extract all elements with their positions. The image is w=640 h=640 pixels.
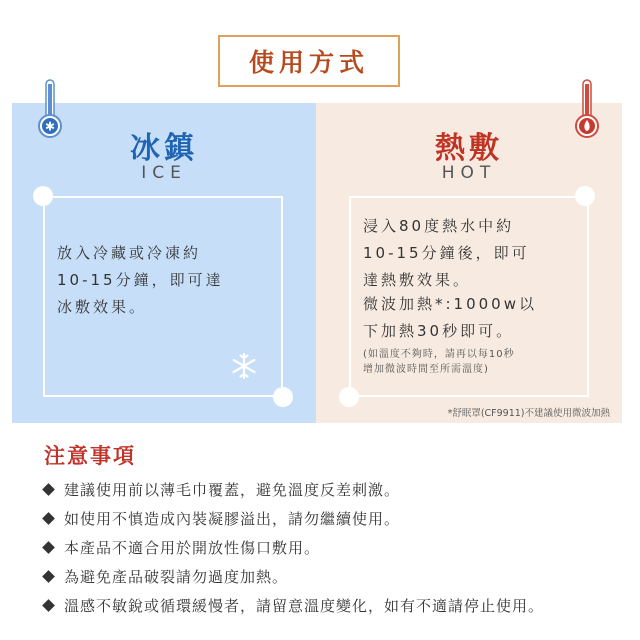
snowflake-icon bbox=[230, 352, 258, 380]
note-item bbox=[44, 537, 320, 558]
hot-line: 10-15分鐘後，即可 bbox=[363, 244, 530, 262]
hot-thermometer-icon bbox=[573, 78, 601, 142]
diamond-bullet-icon bbox=[42, 512, 55, 525]
ice-line: 冰敷效果。 bbox=[57, 298, 148, 316]
diamond-bullet-icon bbox=[42, 483, 55, 496]
note-text: 如使用不慎造成內裝凝膠溢出，請勿繼續使用。 bbox=[64, 510, 401, 528]
hot-subtitle: HOT bbox=[441, 163, 497, 183]
note-item bbox=[44, 508, 400, 529]
note-text: 建議使用前以薄毛巾覆蓋，避免溫度反差刺激。 bbox=[64, 481, 401, 499]
hot-line: 下加熱30秒即可。 bbox=[363, 322, 515, 340]
note-item bbox=[44, 479, 400, 500]
diamond-bullet-icon bbox=[42, 599, 55, 612]
frame-corner-dot bbox=[33, 186, 53, 206]
diamond-bullet-icon bbox=[42, 541, 55, 554]
hot-line: 浸入80度熱水中約 bbox=[363, 217, 515, 235]
note-text: 為避免產品破裂請勿過度加熱。 bbox=[64, 568, 289, 586]
page-title: 使用方式 bbox=[218, 35, 400, 87]
frame-corner-dot bbox=[339, 387, 359, 407]
hot-line: 微波加熱*:1000w以 bbox=[363, 295, 537, 313]
notes-title: 注意事項 bbox=[44, 444, 136, 468]
hot-line: 達熱敷效果。 bbox=[363, 271, 472, 289]
note-item bbox=[44, 566, 288, 587]
note-text: 本產品不適合用於開放性傷口敷用。 bbox=[64, 539, 321, 557]
ice-line: 10-15分鐘，即可達 bbox=[57, 271, 224, 289]
ice-subtitle: ICE bbox=[141, 163, 187, 183]
ice-line: 放入冷藏或冷凍約 bbox=[57, 244, 202, 262]
ice-panel bbox=[12, 103, 316, 423]
svg-text:✱: ✱ bbox=[44, 119, 56, 134]
hot-microwave-instructions bbox=[363, 291, 603, 345]
cold-thermometer-icon bbox=[36, 78, 64, 142]
hot-small-note bbox=[363, 347, 603, 377]
frame-corner-dot bbox=[273, 387, 293, 407]
ice-title: 冰鎮 bbox=[130, 131, 198, 166]
hot-instructions bbox=[363, 213, 603, 294]
note-line: (如溫度不夠時，請再以每10秒 bbox=[363, 349, 515, 360]
hot-footnote: *舒眠罩(CF9911)不建議使用微波加熱 bbox=[447, 408, 610, 419]
diamond-bullet-icon bbox=[42, 570, 55, 583]
hot-panel bbox=[316, 103, 622, 423]
ice-instructions bbox=[57, 240, 282, 321]
note-text: 溫感不敏銳或循環緩慢者，請留意溫度變化，如有不適請停止使用。 bbox=[64, 597, 545, 615]
note-item bbox=[44, 595, 544, 616]
hot-title: 熱敷 bbox=[435, 131, 503, 166]
frame-corner-dot bbox=[575, 186, 595, 206]
note-line: 增加微波時間至所需溫度) bbox=[363, 364, 489, 375]
